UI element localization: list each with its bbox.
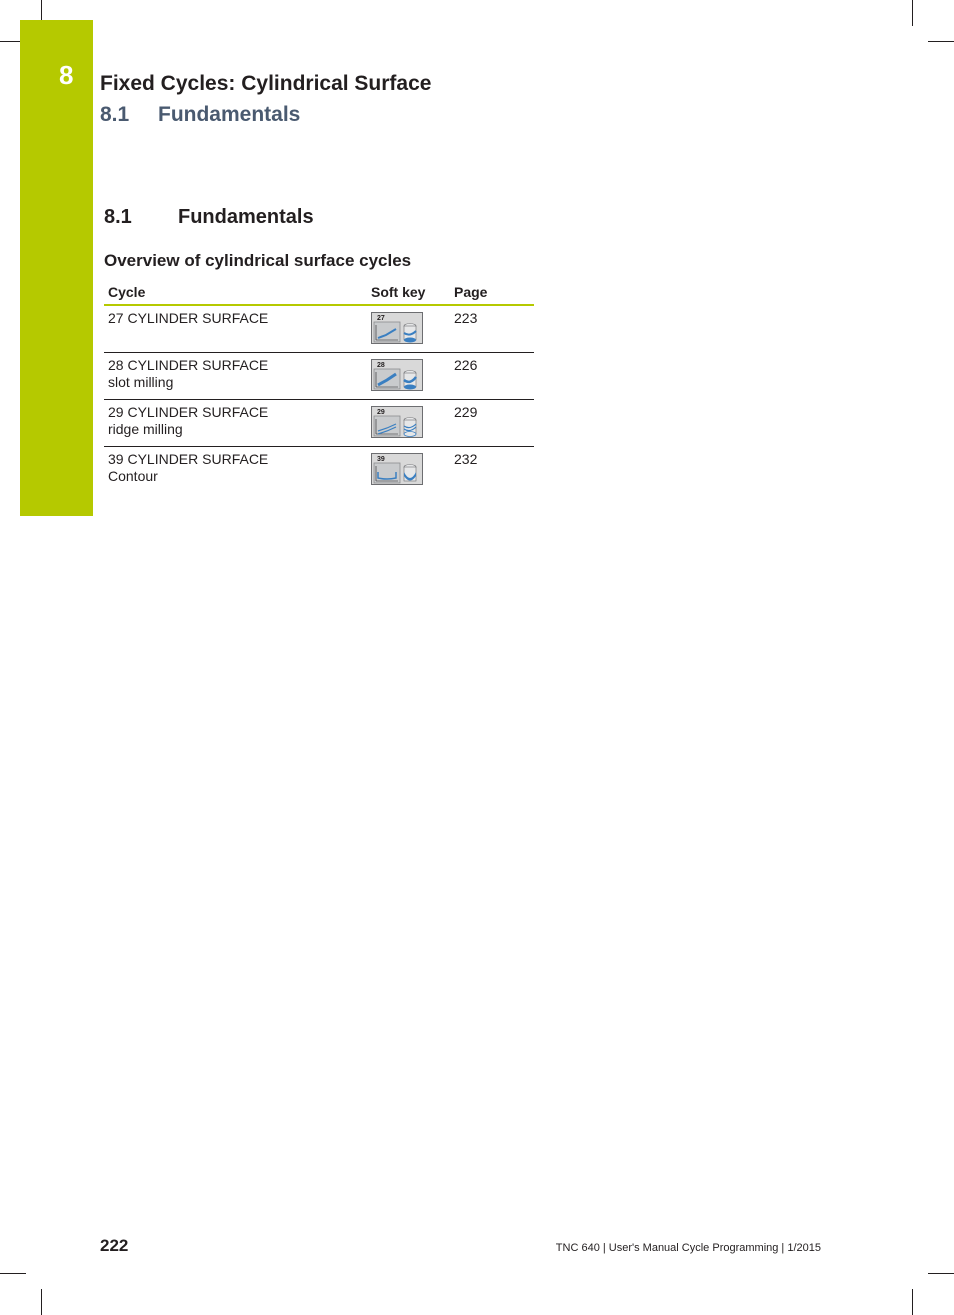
- softkey-number: 28: [377, 362, 385, 369]
- cycle-name: [104, 447, 371, 493]
- softkey-number: 27: [377, 315, 385, 322]
- slot-milling-softkey[interactable]: [371, 359, 423, 391]
- cycles-table: [104, 280, 534, 493]
- running-section-title: Fundamentals: [158, 103, 301, 126]
- contour-icon: [372, 454, 424, 486]
- section-title: Fundamentals: [178, 206, 314, 228]
- crop-mark: [0, 1273, 26, 1274]
- softkey-cell: [371, 353, 454, 399]
- cycle-name-line2: slot milling: [108, 374, 174, 390]
- chapter-number: 8: [59, 60, 74, 90]
- running-section-number: 8.1: [100, 103, 130, 126]
- contour-softkey[interactable]: [371, 453, 423, 485]
- column-header-softkey: Soft key: [371, 284, 426, 300]
- cycle-name-line1: 28 CYLINDER SURFACE: [108, 357, 269, 373]
- softkey-cell: [371, 306, 454, 352]
- crop-mark: [912, 0, 913, 26]
- table-row: [104, 447, 534, 493]
- subsection-heading: Overview of cylindrical surface cycles: [104, 251, 412, 270]
- page-ref: 229: [454, 404, 478, 420]
- page-ref: 223: [454, 310, 478, 326]
- column-header-page: Page: [454, 284, 488, 300]
- section-heading: [104, 206, 314, 229]
- cycle-name: [104, 400, 371, 446]
- cycle-name: [104, 353, 371, 399]
- page-ref: 232: [454, 451, 478, 467]
- chapter-tab: [20, 20, 93, 516]
- table-header: [104, 280, 534, 306]
- table-row: [104, 353, 534, 400]
- crop-mark: [928, 41, 954, 42]
- running-section-header: [100, 103, 300, 127]
- ridge-milling-icon: [372, 407, 424, 439]
- section-number: 8.1: [104, 206, 132, 228]
- chapter-title: Fixed Cycles: Cylindrical Surface: [100, 72, 432, 95]
- page-number: 222: [100, 1236, 129, 1255]
- cycle-name-line2: ridge milling: [108, 421, 183, 437]
- footer-text: TNC 640 | User's Manual Cycle Programming | 1/2015: [555, 1242, 821, 1254]
- page-ref: 226: [454, 357, 478, 373]
- softkey-cell: [371, 400, 454, 446]
- crop-mark: [928, 1273, 954, 1274]
- cycle-name-line1: 39 CYLINDER SURFACE: [108, 451, 269, 467]
- column-header-cycle: Cycle: [108, 284, 146, 300]
- softkey-number: 29: [377, 409, 385, 416]
- cycle-name: [104, 306, 371, 352]
- table-row: [104, 306, 534, 353]
- cylinder-surface-icon: [372, 313, 424, 345]
- crop-mark: [41, 1289, 42, 1315]
- ridge-milling-softkey[interactable]: [371, 406, 423, 438]
- crop-mark: [912, 1289, 913, 1315]
- cycle-name-line1: 29 CYLINDER SURFACE: [108, 404, 269, 420]
- slot-milling-icon: [372, 360, 424, 392]
- softkey-number: 39: [377, 456, 385, 463]
- cycle-name-line1: 27 CYLINDER SURFACE: [108, 310, 269, 326]
- cycle-name-line2: Contour: [108, 468, 158, 484]
- cylinder-surface-softkey[interactable]: [371, 312, 423, 344]
- table-row: [104, 400, 534, 447]
- softkey-cell: [371, 447, 454, 493]
